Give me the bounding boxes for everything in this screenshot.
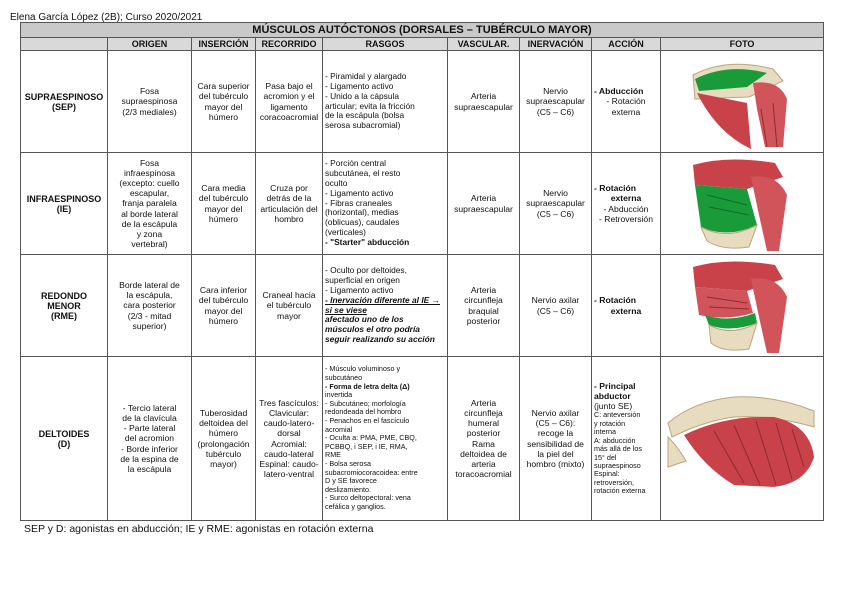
inervacion-cell: Nervio supraescapular (C5 – C6): [520, 153, 592, 255]
origen-cell: Borde lateral de la escápula, cara posterior (2/3 - mitad superior): [108, 255, 192, 357]
supraespinoso-image: [687, 53, 797, 151]
muscle-name: REDONDO MENOR (RME): [21, 255, 108, 357]
recorrido-cell: Craneal hacia el tubérculo mayor: [256, 255, 323, 357]
vascular-cell: Arteria circunfleja braquial posterior: [448, 255, 520, 357]
vascular-cell: Arteria supraescapular: [448, 51, 520, 153]
accion-cell: - Abducción - Rotación externa: [592, 51, 661, 153]
header-insercion: INSERCIÓN: [192, 38, 256, 51]
author-line: Elena García López (2B); Curso 2020/2021: [10, 12, 203, 23]
muscle-name: INFRAESPINOSO (IE): [21, 153, 108, 255]
footer-note: SEP y D: agonistas en abducción; IE y RME: agonistas en rotación externa: [24, 523, 374, 535]
header-foto: FOTO: [661, 38, 824, 51]
rasgos-cell: - Oculto por deltoides, superficial en origen - Ligamento activo - Inervación diferente al IE → si se viese afectado uno de los músculos el otro podría seguir realizando su acción: [323, 255, 448, 357]
recorrido-cell: Tres fascículos: Clavicular: caudo-latero- dorsal Acromial: caudo-lateral Espinal: caudo- latero-ventral: [256, 357, 323, 521]
muscle-name: SUPRAESPINOSO (SEP): [21, 51, 108, 153]
inervacion-cell: Nervio axilar (C5 – C6): [520, 255, 592, 357]
insercion-cell: Cara superior del tubérculo mayor del húmero: [192, 51, 256, 153]
insercion-cell: Cara media del tubérculo mayor del húmero: [192, 153, 256, 255]
foto-cell: [661, 357, 824, 521]
origen-cell: Fosa supraespinosa (2/3 mediales): [108, 51, 192, 153]
muscle-table: [20, 22, 824, 521]
muscle-name: DELTOIDES (D): [21, 357, 108, 521]
table-row: [21, 255, 824, 357]
deltoides-image: [664, 387, 820, 491]
vascular-cell: Arteria supraescapular: [448, 153, 520, 255]
origen-cell: - Tercio lateral de la clavícula - Parte lateral del acromion - Borde inferior de la espina de la escápula: [108, 357, 192, 521]
header-recorrido: RECORRIDO: [256, 38, 323, 51]
vascular-cell: Arteria circunfleja humeral posterior Rama deltoidea de arteria toracoacromial: [448, 357, 520, 521]
accion-cell: - Rotación externa - Abducción - Retroversión: [592, 153, 661, 255]
inervacion-cell: Nervio supraescapular (C5 – C6): [520, 51, 592, 153]
recorrido-cell: Cruza por detrás de la articulación del hombro: [256, 153, 323, 255]
table-row: [21, 357, 824, 521]
rasgos-cell: - Piramidal y alargado - Ligamento activo - Unido a la cápsula articular; evita la fricción de la escápula (bolsa serosa subacromial): [323, 51, 448, 153]
inervacion-cell: Nervio axilar (C5 – C6): recoge la sensibilidad de la piel del hombro (mixto): [520, 357, 592, 521]
header-rasgos: RASGOS: [323, 38, 448, 51]
table-title: MÚSCULOS AUTÓCTONOS (DORSALES – TUBÉRCULO MAYOR): [21, 23, 824, 38]
redondo-menor-image: [687, 257, 797, 355]
rasgos-cell: - Músculo voluminoso y subcutáneo - Forma de letra delta (Δ) invertida - Subcutáneo; morfología redondeada del hombro - Penachos en el fascículo acromial - Oculta a: PMA, PME, CBQ, PCBBQ, i SEP, i IE, RMA, RME - Bolsa serosa subacromiocoracoidea: entre D y SE favorece deslizamiento. - Surco deltopectoral: vena cefálica y ganglios.: [323, 357, 448, 521]
header-vascular: VASCULAR.: [448, 38, 520, 51]
header-inervacion: INERVACIÓN: [520, 38, 592, 51]
foto-cell: [661, 255, 824, 357]
header-blank: [21, 38, 108, 51]
accion-cell: - Rotación externa: [592, 255, 661, 357]
origen-cell: Fosa infraespinosa (excepto: cuello escapular, franja paralela al borde lateral de la escápula y zona vertebral): [108, 153, 192, 255]
insercion-cell: Tuberosidad deltoidea del húmero (prolongación tubérculo mayor): [192, 357, 256, 521]
foto-cell: [661, 153, 824, 255]
recorrido-cell: Pasa bajo el acromion y el ligamento coracoacromial: [256, 51, 323, 153]
insercion-cell: Cara inferior del tubérculo mayor del húmero: [192, 255, 256, 357]
accion-cell: - Principal abductor (junto SE) C: anteversión y rotación interna A: abducción más allá de los 15° del supraespinoso Espinal: retroversión, rotación externa: [592, 357, 661, 521]
infraespinoso-image: [687, 155, 797, 253]
rasgos-cell: - Porción central subcutánea, el resto oculto - Ligamento activo - Fibras craneales (horizontal), medias (oblicuas), caudales (verticales) - "Starter" abducción: [323, 153, 448, 255]
header-row: [21, 38, 824, 51]
header-accion: ACCIÓN: [592, 38, 661, 51]
foto-cell: [661, 51, 824, 153]
header-origen: ORIGEN: [108, 38, 192, 51]
table-row: [21, 153, 824, 255]
table-row: [21, 51, 824, 153]
